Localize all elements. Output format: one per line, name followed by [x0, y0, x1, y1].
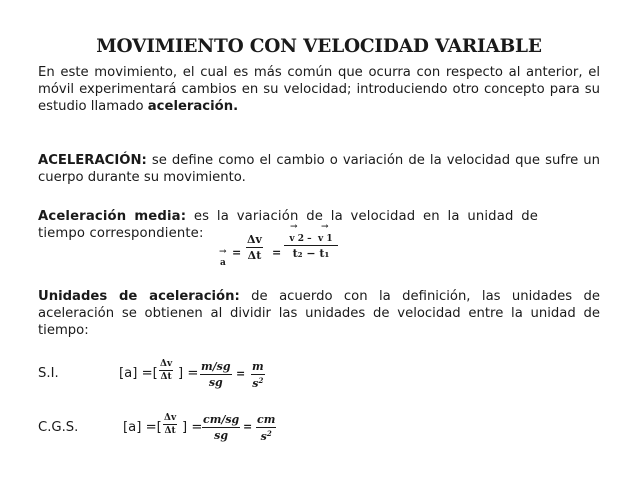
si-label: S.I. [38, 366, 59, 381]
vector-arrow-v2: → [290, 222, 298, 232]
vector-a: a [220, 258, 226, 268]
cgs-exponent: 2 [266, 429, 272, 438]
cgs-den: sg [214, 429, 229, 442]
si-equals: = [236, 367, 246, 380]
cgs-delta-fraction [163, 413, 177, 436]
intro-bold-term: aceleración. [147, 99, 239, 114]
cgs-equals: = [243, 420, 253, 433]
cgs-num: cm/sg [203, 413, 240, 426]
si-num: m/sg [201, 360, 231, 373]
si-result-fraction [251, 360, 265, 390]
delta-v: Δv [247, 233, 262, 246]
cgs-res-num: cm [257, 413, 276, 426]
si-den: sg [208, 376, 223, 389]
intro-paragraph [38, 64, 600, 115]
cgs-unit-fraction [202, 413, 240, 442]
equals-sign-2: = [272, 246, 282, 259]
aceleracion-paragraph [38, 152, 600, 186]
si-unit-fraction [200, 360, 232, 389]
equals-sign-1: = [232, 246, 242, 259]
si-res-den: s [252, 377, 259, 390]
vector-arrow-a: → [219, 247, 227, 257]
aceleracion-text: se define como el cambio o variación de la velocidad que sufre un cuerpo durante su movimiento. [38, 153, 600, 185]
cgs-res-den: s [260, 430, 267, 443]
cgs-prefix: [a] =[ [123, 420, 162, 435]
aceleracion-term: ACELERACIÓN: [38, 153, 147, 168]
unidades-paragraph [38, 288, 600, 339]
delta-t: Δt [247, 249, 262, 262]
intro-text: En este movimiento, el cual es más común que ocurra con respecto al anterior, el móvil experimentará cambios en su velocidad; introduciendo otro concepto para su estudio llamado [38, 65, 600, 114]
page-title: MOVIMIENTO CON VELOCIDAD VARIABLE [96, 36, 542, 57]
fraction-velocity [284, 234, 338, 260]
si-prefix: [a] =[ [119, 366, 158, 381]
v1: v 1 [317, 234, 333, 244]
unidades-term: Unidades de aceleración: [38, 289, 240, 304]
si-delta-t: Δt [160, 372, 172, 382]
si-exponent: 2 [258, 376, 264, 385]
si-delta-v: Δv [160, 359, 173, 369]
vector-arrow-v1: → [321, 222, 329, 232]
si-delta-fraction [159, 359, 173, 382]
cgs-close: ] = [182, 420, 203, 435]
cgs-delta-t: Δt [164, 426, 176, 436]
t2-minus-t1: t₂ − t₁ [292, 247, 330, 260]
cgs-result-fraction [256, 413, 276, 443]
cgs-delta-v: Δv [164, 413, 177, 423]
cgs-label: C.G.S. [38, 420, 79, 435]
media-term: Aceleración media: [38, 209, 187, 224]
v2: v 2 – [289, 234, 312, 244]
media-text: es la variación de la velocidad en la unidad de tiempo correspondiente: [38, 209, 538, 241]
si-close: ] = [178, 366, 199, 381]
si-res-num: m [252, 360, 264, 373]
fraction-delta [246, 233, 263, 262]
unidades-text: de acuerdo con la definición, las unidades de aceleración se obtienen al dividir las unidades de velocidad entre la unidad de tiempo: [38, 289, 601, 338]
